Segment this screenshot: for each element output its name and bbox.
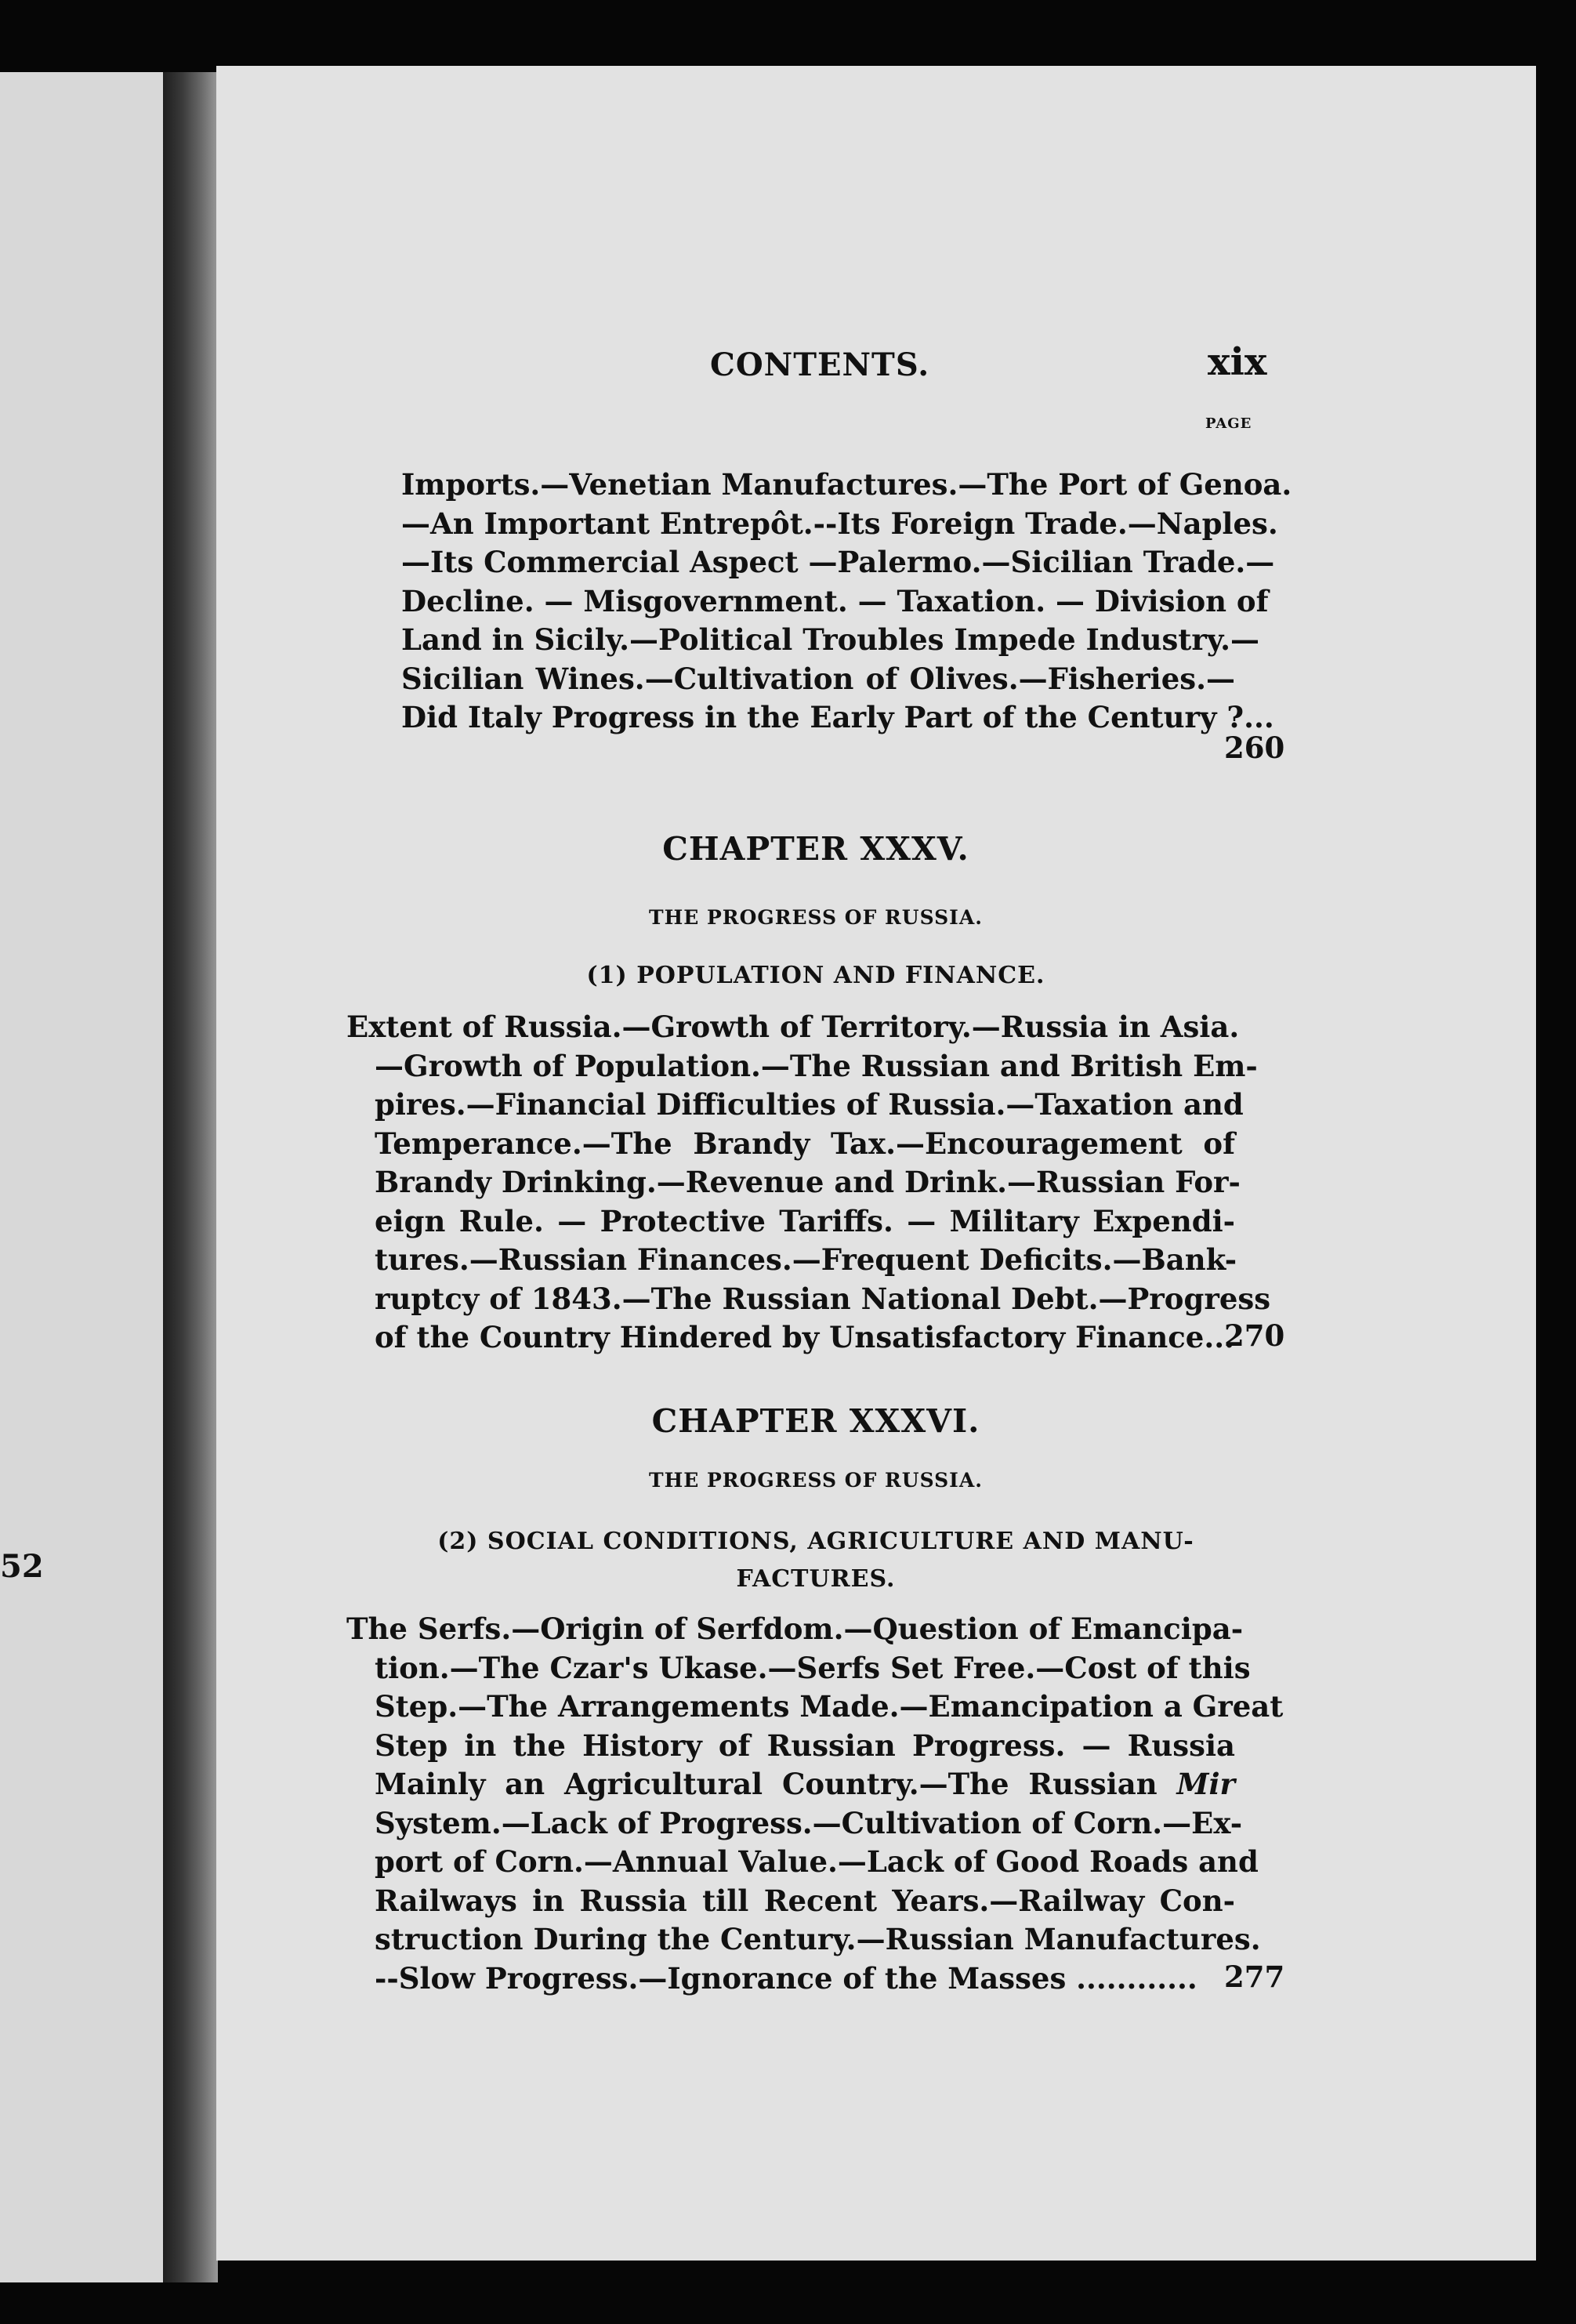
entry-line: The Serfs.—Origin of Serfdom.—Question of Emancipa-: [346, 1612, 1244, 1646]
entry-line: eign Rule. — Protective Tariffs. — Military Expendi-: [375, 1203, 1235, 1238]
entry-line: Step.—The Arrangements Made.—Emancipation a Great: [375, 1689, 1284, 1724]
entry-line: --Slow Progress.—Ignorance of the Masses ............: [375, 1960, 1197, 1996]
chapter-heading: CHAPTER XXXVI.: [651, 1402, 980, 1440]
chapter-heading: CHAPTER XXXV.: [662, 830, 969, 868]
section-title-line: FACTURES.: [736, 1565, 896, 1593]
page-column-label: PAGE: [1205, 415, 1252, 432]
entry-line: Brandy Drinking.—Revenue and Drink.—Russian For-: [375, 1165, 1241, 1199]
entry-line-text: Mainly an Agricultural Country.—The Russian: [375, 1767, 1158, 1801]
entry-line: Did Italy Progress in the Early Part of the Century ?...: [401, 700, 1274, 734]
running-header: CONTENTS.: [710, 346, 930, 383]
chapter-title: THE PROGRESS OF RUSSIA.: [649, 906, 983, 929]
entry-line: tures.—Russian Finances.—Frequent Deficits.—Bank-: [375, 1242, 1237, 1277]
entry-line: of the Country Hindered by Unsatisfactory Finance...: [375, 1320, 1234, 1354]
toc-entry-chapter-xxxiv: [373, 466, 1292, 738]
entry-line: Extent of Russia.—Growth of Territory.—Russia in Asia.: [346, 1010, 1240, 1044]
entry-line: Step in the History of Russian Progress. — Russia: [375, 1728, 1235, 1763]
entry-line: ruptcy of 1843.—The Russian National Debt.—Progress: [375, 1281, 1271, 1316]
entry-line: pires.—Financial Difficulties of Russia.—Taxation and: [375, 1087, 1244, 1122]
page-number: xix: [1208, 340, 1267, 384]
contents-page: [216, 66, 1536, 2261]
entry-line: System.—Lack of Progress.—Cultivation of Corn.—Ex-: [375, 1805, 1243, 1840]
entry-line: Temperance.—The Brandy Tax.—Encouragement of: [375, 1126, 1235, 1161]
entry-line: struction During the Century.—Russian Manufactures.: [375, 1922, 1261, 1956]
entry-line: Sicilian Wines.—Cultivation of Olives.—Fisheries.—: [401, 661, 1235, 696]
entry-line: Railways in Russia till Recent Years.—Railway Con-: [375, 1883, 1235, 1918]
left-page-fragment: 52: [0, 1548, 44, 1585]
entry-line: —Its Commercial Aspect —Palermo.—Sicilian Trade.—: [401, 545, 1275, 579]
entry-line: Land in Sicily.—Political Troubles Impede Industry.—: [401, 622, 1260, 657]
left-page: [0, 72, 165, 2282]
entry-line: —An Important Entrepôt.--Its Foreign Trade.—Naples.: [401, 506, 1278, 541]
entry-line: Imports.—Venetian Manufactures.—The Port of Genoa.: [401, 467, 1292, 502]
section-title-line: (2) SOCIAL CONDITIONS, AGRICULTURE AND MANU-: [437, 1528, 1194, 1555]
entry-page-number: 260: [1224, 731, 1285, 765]
book-spine: [163, 72, 218, 2282]
mir-word: Mir: [1176, 1767, 1235, 1801]
entry-line: tion.—The Czar's Ukase.—Serfs Set Free.—Cost of this: [375, 1650, 1251, 1685]
entry-line: [375, 1765, 1235, 1804]
entry-line: —Growth of Population.—The Russian and British Em-: [375, 1048, 1258, 1083]
chapter-title: THE PROGRESS OF RUSSIA.: [649, 1469, 983, 1492]
entry-page-number: 270: [1224, 1318, 1285, 1353]
entry-line: Decline. — Misgovernment. — Taxation. — Division of: [401, 583, 1269, 618]
entry-line: port of Corn.—Annual Value.—Lack of Good Roads and: [375, 1844, 1259, 1879]
entry-page-number: 277: [1224, 1960, 1285, 1994]
section-title: (1) POPULATION AND FINANCE.: [586, 962, 1045, 989]
